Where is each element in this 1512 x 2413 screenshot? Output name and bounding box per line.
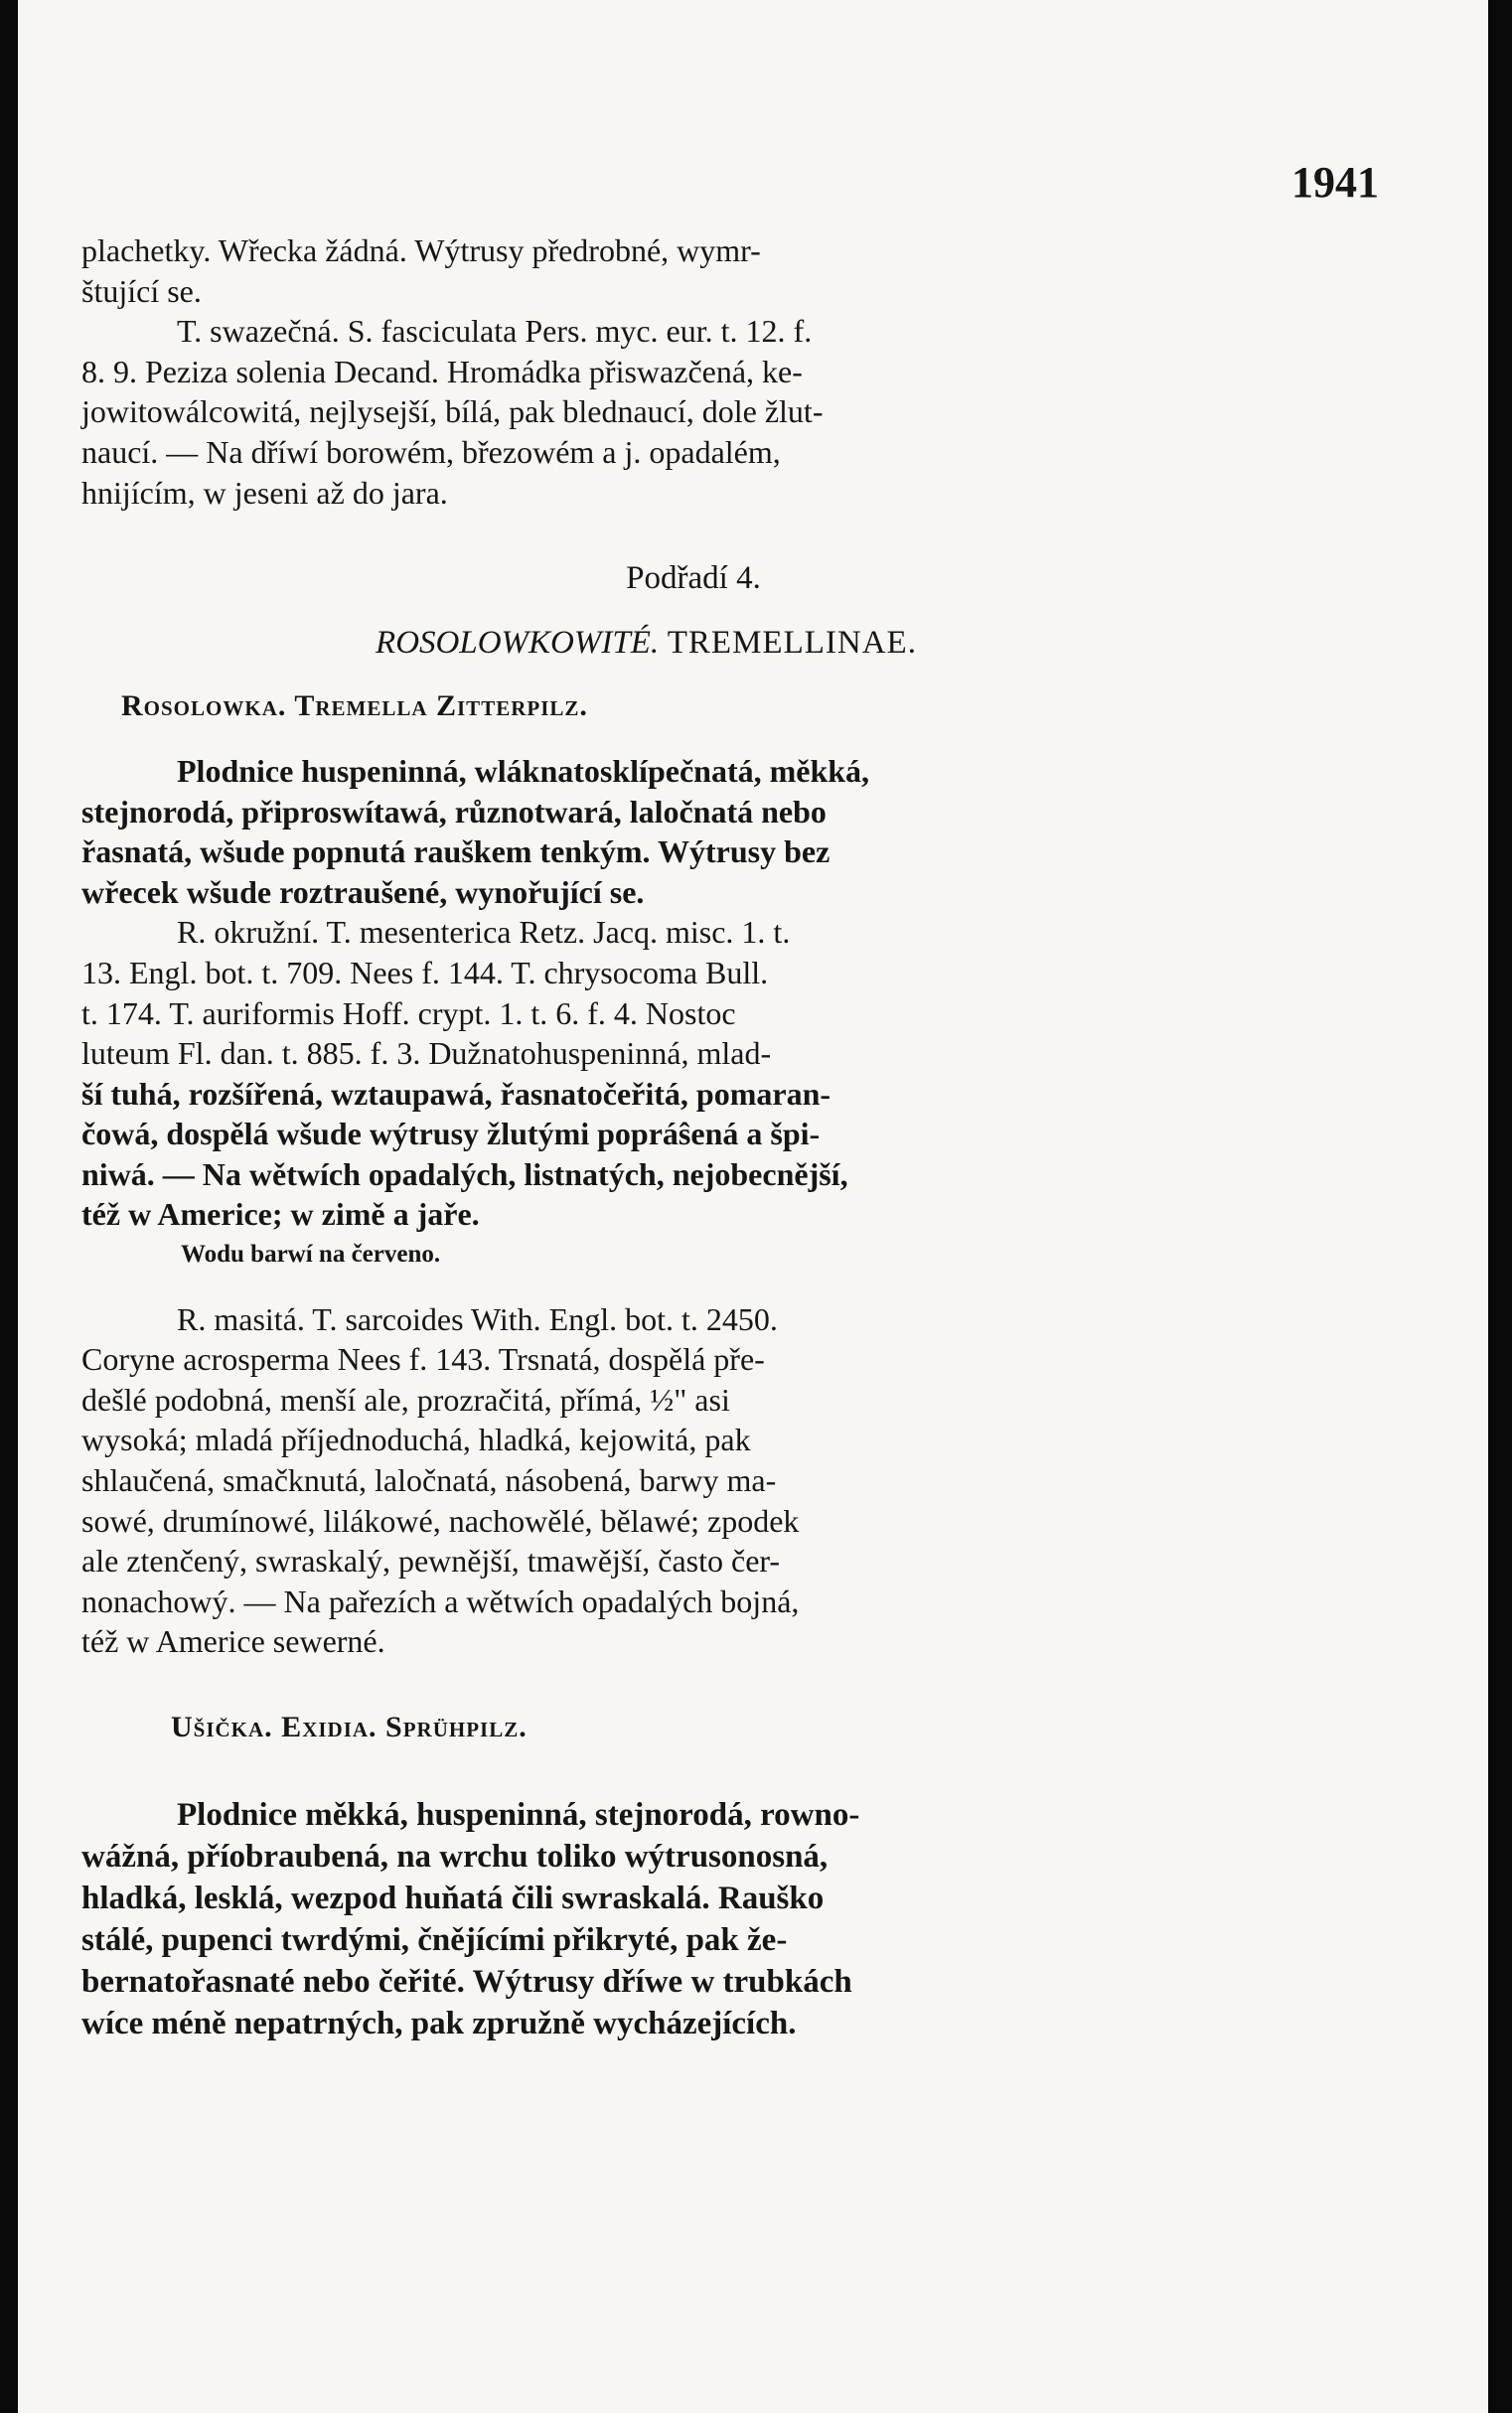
genus-heading-tremella: Rosolowka. Tremella Zitterpilz. [121,689,588,723]
text-line: T. swazečná. S. fasciculata Pers. myc. eur. t. 12. f. [177,313,813,350]
text-line: ale ztenčený, swraskalý, pewnější, tmawější, často čer- [81,1543,781,1580]
text-line: řasnatá, wšude popnutá rauškem tenkým. Wýtrusy bez [81,833,831,870]
text-line: stejnorodá, připroswítawá, různotwará, laločnatá nebo [81,793,827,829]
text-line: též w Americe sewerné. [81,1623,385,1660]
text-line: Plodnice měkká, huspeninná, stejnorodá, rowno- [177,1796,860,1833]
page-content [81,230,1166,2044]
text-line: t. 174. T. auriformis Hoff. crypt. 1. t. 6. f. 4. Nostoc [81,994,736,1031]
note-line: Wodu barwí na červeno. [181,1241,441,1269]
text-line: Coryne acrosperma Nees f. 143. Trsnatá, dospělá pře- [81,1341,765,1378]
text-line: wážná, příobraubená, na wrchu toliko wýtrusonosná, [81,1838,829,1875]
text-line: R. masitá. T. sarcoides With. Engl. bot. t. 2450. [177,1300,778,1337]
text-line: bernatořasnaté nebo čeřité. Wýtrusy dříwe w trubkách [81,1963,852,2000]
text-line: plachetky. Wřecka žádná. Wýtrusy předrobné, wymr- [81,232,761,268]
text-line: naucí. — Na dříwí borowém, březowém a j. opadalém, [81,433,781,470]
text-line: niwá. — Na wětwích opadalých, listnatých, nejobecnější, [81,1155,848,1192]
text-line: hnijícím, w jeseni až do jara. [81,474,448,511]
text-line: stálé, pupenci twrdými, čnějícími přikryté, pak že- [81,1921,788,1958]
order-heading-czech: ROSOLOWKOWITÉ. [376,624,660,661]
text-line: jowitowálcowitá, nejlysejší, bílá, pak blednaucí, dole žlut- [81,393,824,430]
genus-heading-exidia: Ušička. Exidia. Sprühpilz. [171,1711,528,1743]
text-line: Plodnice huspeninná, wláknatosklípečnatá, měkká, [177,752,870,789]
text-line: R. okružní. T. mesenterica Retz. Jacq. misc. 1. t. [177,914,791,951]
text-line: nonachowý. — Na pařezích a wětwích opadalých bojná, [81,1583,800,1619]
text-line: štující se. [81,272,202,309]
text-line: dešlé podobná, menší ale, prozračitá, přímá, ½" asi [81,1381,730,1418]
page-number: 1941 [1291,158,1379,207]
text-line: wřecek wšude roztraušené, wynořující se. [81,873,645,910]
order-heading-latin: TREMELLINAE. [667,624,917,661]
text-line: sowé, drumínowé, lilákowé, nachowělé, bělawé; zpodek [81,1502,800,1539]
book-page [18,0,1488,2413]
text-line: ší tuhá, rozšířená, wztaupawá, řasnatočeřitá, pomaran- [81,1075,832,1112]
subheading: Podřadí 4. [626,560,761,597]
text-line: 8. 9. Peziza solenia Decand. Hromádka přiswazčená, ke- [81,353,803,389]
order-heading [81,623,1166,664]
text-line: wíce méně nepatrných, pak zpružně wycházejících. [81,2005,797,2041]
text-line: též w Americe; w zimě a jaře. [81,1196,480,1233]
text-line: hladká, lesklá, wezpod huňatá čili swraskalá. Rauško [81,1880,825,1916]
text-line: shlaučená, smačknutá, laločnatá, násobená, barwy ma- [81,1462,777,1499]
text-line: čowá, dospělá wšude wýtrusy žlutými popráŝená a špi- [81,1116,821,1152]
text-line: wysoká; mladá příjednoduchá, hladká, kejowitá, pak [81,1422,751,1458]
text-line: 13. Engl. bot. t. 709. Nees f. 144. T. chrysocoma Bull. [81,954,769,990]
text-line: luteum Fl. dan. t. 885. f. 3. Dužnatohuspeninná, mlad- [81,1035,772,1072]
